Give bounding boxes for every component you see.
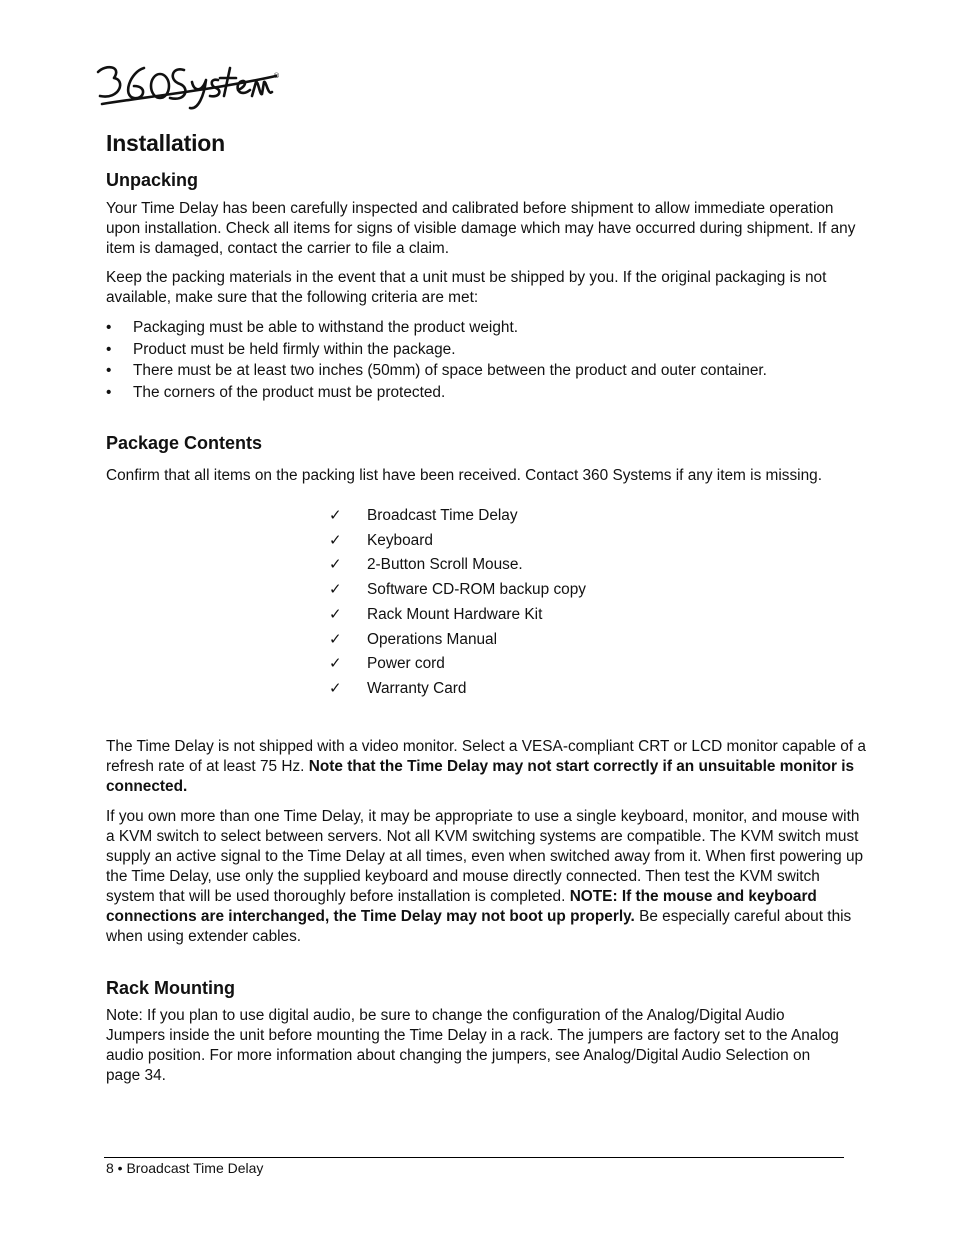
checklist-item-label: Power cord <box>367 655 445 673</box>
checkmark-icon: ✓ <box>329 655 342 673</box>
section-heading-unpacking: Unpacking <box>106 170 199 190</box>
rack-mounting-note: Note: If you plan to use digital audio, be sure to change the configuration of the Analog/Digital Audio Jumpers inside the unit before mounting the Time Delay in a rack. The jumpers are factory set to the Analog audio position. For more information about changing the jumpers, see Analog/Digital Audio Selection on page 34. <box>106 1007 839 1084</box>
checkmark-icon: ✓ <box>329 605 342 623</box>
footer-divider <box>104 1157 844 1158</box>
kvm-warning: NOTE: If the mouse and keyboard connections are interchanged, the Time Delay may not boot up properly. <box>106 888 817 925</box>
unpacking-paragraph-1: Your Time Delay has been carefully inspected and calibrated before shipment to allow immediate operation upon installation. Check all items for signs of visible damage which may have occurred during shipment. If any item is damaged, contact the carrier to file a claim. <box>106 200 856 257</box>
page-title: Installation <box>106 130 226 156</box>
checklist-item-label: Operations Manual <box>367 630 498 648</box>
list-item: • Packaging must be able to withstand the product weight. <box>106 317 767 339</box>
checklist-item <box>329 652 586 677</box>
company-logo <box>92 56 282 112</box>
monitor-warning: Note that the Time Delay may not start correctly if an unsuitable monitor is connected. <box>106 758 855 795</box>
checklist-item <box>329 677 586 702</box>
list-item: • Product must be held firmly within the package. <box>106 339 767 361</box>
registered-mark: ® <box>273 72 280 80</box>
kvm-tail: Be especially careful about this when using extender cables. <box>106 908 852 945</box>
checkmark-icon: ✓ <box>329 679 342 697</box>
contents-intro: Confirm that all items on the packing list have been received. Contact 360 Systems if any item is missing. <box>106 467 822 484</box>
checklist-item <box>329 529 586 554</box>
checkmark-icon: ✓ <box>329 531 342 549</box>
checklist-item-label: Broadcast Time Delay <box>367 507 518 524</box>
unpacking-paragraph-2: Keep the packing materials in the event that a unit must be shipped by you. If the original packaging is not available, make sure that the following criteria are met: <box>106 269 827 306</box>
checkmark-icon: ✓ <box>329 630 342 648</box>
checklist-item-label: 2-Button Scroll Mouse. <box>367 556 523 574</box>
page-footer: 8 • Broadcast Time Delay <box>106 1160 264 1176</box>
checklist-item <box>329 578 586 603</box>
360-systems-logo-image <box>92 56 282 112</box>
kvm-paragraph <box>106 807 866 947</box>
monitor-paragraph <box>106 737 866 797</box>
list-item: • The corners of the product must be protected. <box>106 382 767 404</box>
list-item: • There must be at least two inches (50mm) of space between the product and outer container. <box>106 360 767 382</box>
checklist-item-label: Rack Mount Hardware Kit <box>367 605 543 623</box>
checklist-item <box>329 603 586 628</box>
checklist-item <box>329 504 586 529</box>
checkmark-icon: ✓ <box>329 556 342 574</box>
monitor-text: The Time Delay is not shipped with a video monitor. Select a VESA-compliant CRT or LCD monitor capable of a refresh rate of at least 75 Hz. <box>106 738 866 775</box>
kvm-text: If you own more than one Time Delay, it may be appropriate to use a single keyboard, monitor, and mouse with a KVM switch to select between servers. Not all KVM switching systems are compatible. The KVM switch must supply an active signal to the Time Delay at all times, even when switched away from it. When first powering up the Time Delay, use only the supplied keyboard and mouse directly connected. Then test the KVM switch system that will be used thoroughly before installation is completed. <box>106 808 864 905</box>
checklist-item-label: Keyboard <box>367 531 433 549</box>
checklist-item-label: Software CD-ROM backup copy <box>367 581 586 599</box>
section-heading-package-contents: Package Contents <box>106 433 263 453</box>
packaging-criteria-list <box>106 317 767 403</box>
checklist-item <box>329 553 586 578</box>
checklist-item-label: Warranty Card <box>367 679 467 697</box>
packing-checklist <box>329 504 586 702</box>
checkmark-icon: ✓ <box>329 507 342 524</box>
checklist-item <box>329 628 586 653</box>
section-heading-rack-mounting: Rack Mounting <box>106 978 235 998</box>
checkmark-icon: ✓ <box>329 581 342 599</box>
